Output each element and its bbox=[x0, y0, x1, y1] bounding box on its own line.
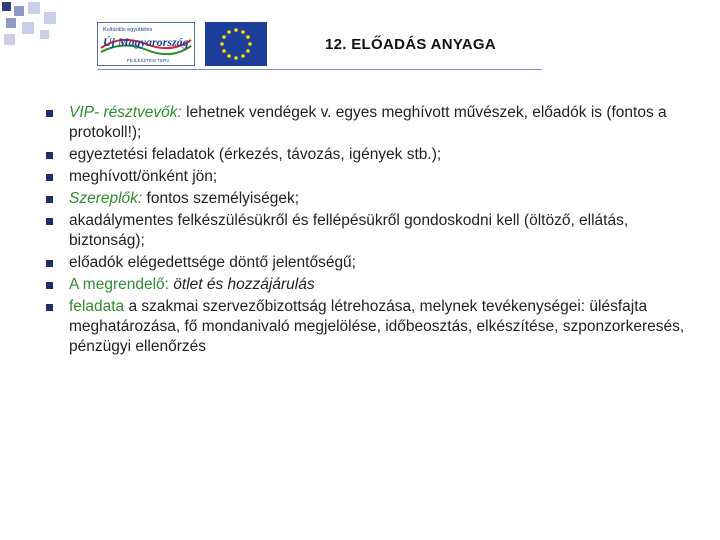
square-bullet-icon bbox=[46, 110, 53, 117]
item-text: meghívott/önként jön; bbox=[69, 168, 218, 185]
label-client: A megrendelő: bbox=[69, 276, 169, 293]
square-bullet-icon bbox=[46, 260, 53, 267]
uj-magyarorszag-logo bbox=[97, 22, 195, 66]
logo-main-text: Új Magyarország bbox=[103, 35, 189, 49]
logo-top-text: Kultúrális együttélés bbox=[103, 27, 153, 33]
logo-bottom-text: FEJLESZTÉSI TERV bbox=[127, 58, 170, 63]
item-text: egyeztetési feladatok (érkezés, távozás, igények stb.); bbox=[69, 146, 442, 163]
list-item bbox=[46, 211, 686, 251]
page-title: 12. ELŐADÁS ANYAGA bbox=[325, 36, 496, 53]
square-bullet-icon bbox=[46, 152, 53, 159]
deco-square bbox=[14, 6, 24, 16]
item-text: a szakmai szervezőbizottság létrehozása, melynek tevékenységei: ülésfajta meghatározása, fő mondanivaló megjelölése, időbeosztás, elkészítése, szponzorkeresés, pénzügyi ellenőrzés bbox=[69, 298, 685, 355]
square-bullet-icon bbox=[46, 282, 53, 289]
deco-square bbox=[44, 12, 56, 24]
square-bullet-icon bbox=[46, 174, 53, 181]
list-item bbox=[46, 275, 686, 295]
deco-square bbox=[2, 2, 11, 11]
deco-square bbox=[22, 22, 34, 34]
item-text: ötlet és hozzájárulás bbox=[168, 276, 315, 293]
item-text: lehetnek vendégek v. egyes meghívott művészek, előadók is (fontos a protokoll!); bbox=[69, 104, 667, 141]
label-performers: Szereplők: bbox=[69, 190, 143, 207]
label-vip-participants: VIP- résztvevők: bbox=[69, 104, 182, 121]
deco-square bbox=[28, 2, 40, 14]
item-text: akadálymentes felkészülésükről és fellépésükről gondoskodni kell (öltöző, ellátás, biztonság); bbox=[69, 212, 629, 249]
square-bullet-icon bbox=[46, 196, 53, 203]
list-item bbox=[46, 189, 686, 209]
item-text: előadók elégedettsége döntő jelentőségű; bbox=[69, 254, 356, 271]
deco-square bbox=[40, 30, 49, 39]
eu-flag-icon bbox=[205, 22, 267, 66]
item-text: fontos személyiségek; bbox=[142, 190, 300, 207]
list-item bbox=[46, 297, 686, 357]
deco-square bbox=[6, 18, 16, 28]
eu-flag-graphic bbox=[205, 22, 267, 66]
square-bullet-icon bbox=[46, 218, 53, 225]
bullet-list bbox=[46, 103, 686, 359]
header-divider bbox=[97, 69, 542, 70]
deco-square bbox=[4, 34, 15, 45]
label-task: feladata bbox=[69, 298, 125, 315]
square-bullet-icon bbox=[46, 304, 53, 311]
list-item bbox=[46, 253, 686, 273]
list-item bbox=[46, 167, 686, 187]
list-item bbox=[46, 145, 686, 165]
list-item bbox=[46, 103, 686, 143]
uj-magyarorszag-logo-graphic bbox=[97, 22, 195, 66]
